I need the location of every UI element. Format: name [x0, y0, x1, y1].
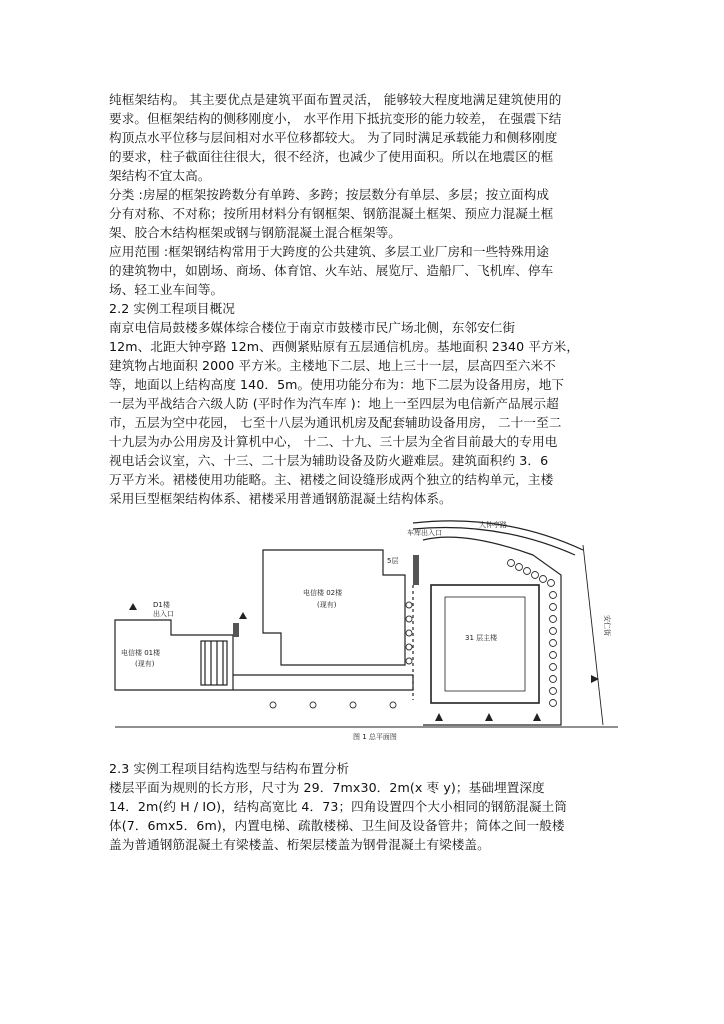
text-line: 盖为普通钢筋混凝土有梁楼盖、桁架层楼盖为钢骨混凝土有梁楼盖。: [109, 837, 490, 852]
figure-caption: 图 1 总平面图: [353, 733, 397, 741]
text-line: 十九层为办公用房及计算机中心， 十二、十九、三十层为全省目前最大的专用电: [109, 434, 558, 449]
label-tower-01-sub: (现有): [135, 660, 155, 668]
text-line: 等，地面以上结构高度 140．5m。使用功能分布为：地下二层为设备用房，地下: [109, 377, 565, 392]
text-line: 采用巨型框架结构体系、裙楼采用普通钢筋混凝土结构体系。: [109, 491, 452, 506]
text-line: 南京电信局鼓楼多媒体综合楼位于南京市鼓楼市民广场北侧，东邻安仁街: [109, 320, 516, 335]
label-tower-02-sub: (现有): [317, 601, 337, 609]
label-d1-sub: 出入口: [153, 610, 174, 618]
section-heading: 2.3 实例工程项目结构选型与结构布置分析: [109, 761, 350, 776]
text-line: 分有对称、不对称；按所用材料分有钢框架、钢筋混凝土框架、预应力混凝土框: [109, 206, 554, 221]
label-five: 5层: [387, 557, 399, 565]
text-line: 14．2m(约 H / IO)，结构高宽比 4．73；四角设置四个大小相同的钢筋混凝土筒: [109, 799, 567, 814]
text-line: 市，五层为空中花园， 七至十八层为通讯机房及配套辅助设备用房， 二十一至二: [109, 415, 562, 430]
text-line: 应用范围 :框架钢结构常用于大跨度的公共建筑、多层工业厂房和一些特殊用途: [109, 244, 550, 259]
text-line: 架、胶合木结构框架或钢与钢筋混凝土混合框架等。: [109, 225, 401, 240]
site-plan-figure: [113, 515, 621, 745]
text-line: 体(7．6mx5．6m)，内置电梯、疏散楼梯、卫生间及设备管井；简体之间一般楼: [109, 818, 565, 833]
label-road-top: 大钟亭路: [479, 521, 507, 529]
text-line: 一层为平战结合六级人防 (平时作为汽车库 )：地上一至四层为电信新产品展示超: [109, 396, 559, 411]
label-road-right: 安仁街: [603, 615, 611, 636]
text-line: 的要求，柱子截面往往很大，很不经济，也减少了使用面积。所以在地震区的框: [109, 149, 554, 164]
label-entrance-top: 车库出入口: [407, 529, 442, 537]
text-line: 要求。但框架结构的侧移刚度小， 水平作用下抵抗变形的能力较差， 在强震下结: [109, 111, 562, 126]
section-heading: 2.2 实例工程项目概况: [109, 301, 235, 316]
text-line: 建筑物占地面积 2000 平方米。主楼地下二层、地上三十一层，层高四至六米不: [109, 358, 556, 373]
label-tower-01: 电信楼 01楼: [121, 649, 161, 657]
main-tower-outline: [431, 585, 539, 703]
label-d1: D1楼: [153, 601, 170, 609]
text-line: 纯框架结构。 其主要优点是建筑平面布置灵活， 能够较大程度地满足建筑使用的: [109, 92, 562, 107]
text-line: 的建筑物中，如剧场、商场、体育馆、火车站、展览厅、造船厂、飞机库、停车: [109, 263, 554, 278]
text-line: 12m、北距大钟亭路 12m、西侧紧贴原有五层通信机房。基地面积 2340 平方米，: [109, 339, 580, 354]
label-tower-02: 电信楼 02楼: [303, 589, 343, 597]
text-line: 分类 :房屋的框架按跨数分有单跨、多跨；按层数分有单层、多层；按立面构成: [109, 187, 550, 202]
label-main-tower: 31 层主楼: [465, 634, 498, 642]
text-line: 场、轻工业车间等。: [109, 282, 224, 297]
text-line: 楼层平面为规则的长方形，尺寸为 29．7mx30．2m(x 枣 y)；基础埋置深度: [109, 780, 545, 795]
text-line: 万平方米。裙楼使用功能略。主、裙楼之间设缝形成两个独立的结构单元，主楼: [109, 472, 554, 487]
text-line: 视电话会议室，六、十三、二十层为辅助设备及防火避难层。建筑面积约 3．6: [109, 453, 549, 468]
text-line: 构顶点水平位移与层间相对水平位移都较大。 为了同时满足承载能力和侧移刚度: [109, 130, 558, 145]
plaza-outline: [423, 537, 561, 725]
text-line: 架结构不宜太高。: [109, 168, 211, 183]
